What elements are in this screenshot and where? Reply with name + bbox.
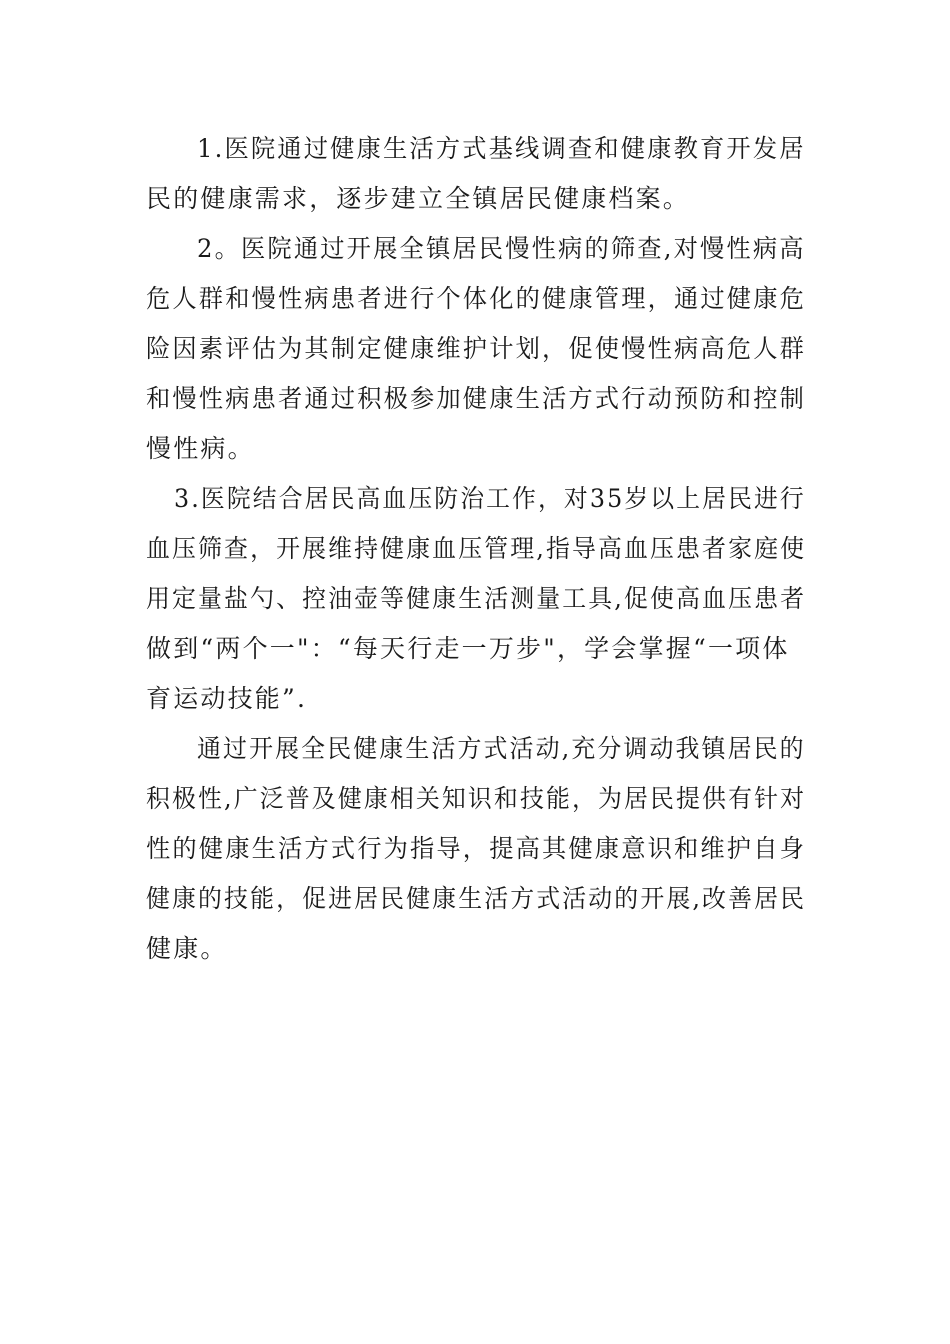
para-2-line-3: 险因素评估为其制定健康维护计划，促使慢性病高危人群 bbox=[146, 334, 807, 363]
para-1-line-2: 民的健康需求，逐步建立全镇居民健康档案。 bbox=[146, 184, 691, 213]
para-2-line-4: 和慢性病患者通过积极参加健康生活方式行动预防和控制 bbox=[146, 384, 807, 413]
para-2-line-2: 危人群和慢性病患者进行个体化的健康管理，通过健康危 bbox=[146, 284, 807, 313]
para-3-line-1: 3.医院结合居民高血压防治工作，对35岁以上居民进行 bbox=[174, 484, 806, 513]
para-2-line-5: 慢性病。 bbox=[146, 434, 255, 463]
para-4-line-1: 通过开展全民健康生活方式活动,充分调动我镇居民的 bbox=[197, 734, 806, 763]
para-4-line-3: 性的健康生活方式行为指导，提高其健康意识和维护自身 bbox=[146, 834, 807, 863]
para-4-line-2: 积极性,广泛普及健康相关知识和技能，为居民提供有针对 bbox=[146, 784, 807, 813]
para-3-line-3: 用定量盐勺、控油壶等健康生活测量工具,促使高血压患者 bbox=[146, 584, 807, 613]
para-3-line-2: 血压筛查，开展维持健康血压管理,指导高血压患者家庭使 bbox=[146, 534, 807, 563]
para-3-line-5: 育运动技能”. bbox=[146, 684, 308, 713]
para-4-line-4: 健康的技能，促进居民健康生活方式活动的开展,改善居民 bbox=[146, 884, 807, 913]
para-4-line-5: 健康。 bbox=[146, 934, 228, 963]
para-3-line-4: 做到“两个一"：“每天行走一万步"，学会掌握“一项体 bbox=[146, 634, 790, 663]
para-2-line-1: 2。医院通过开展全镇居民慢性病的筛查,对慢性病高 bbox=[197, 234, 806, 263]
para-1-line-1: 1.医院通过健康生活方式基线调查和健康教育开发居 bbox=[197, 134, 806, 163]
